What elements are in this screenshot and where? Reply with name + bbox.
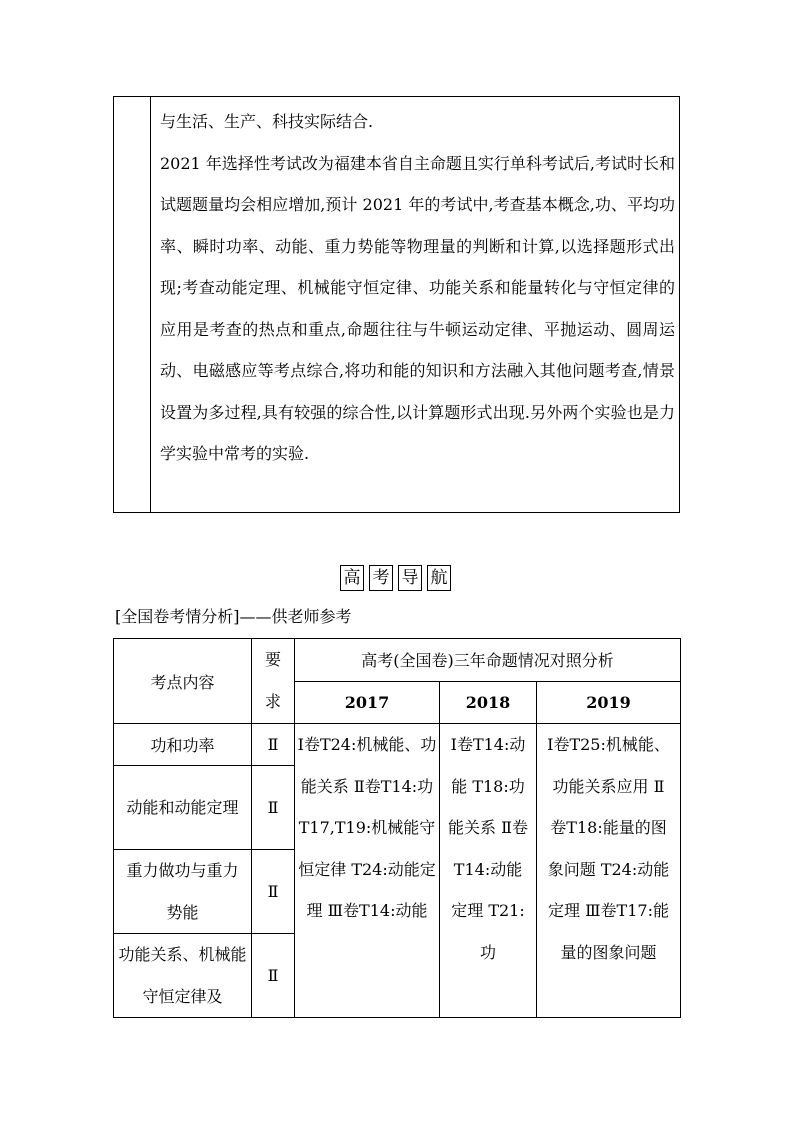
cell-2017-text: Ⅰ卷T24:机械能、功能关系 Ⅱ卷T14:功 T17,T19:机械能守恒定律 T24:动能定理 Ⅲ卷T14:动能 (297, 735, 437, 920)
cell-2018 (440, 724, 537, 1018)
heading-char-1: 高 (340, 565, 364, 591)
topic-cell: 功和功率 (114, 724, 252, 766)
req-cell: Ⅱ (252, 850, 295, 934)
cell-2017 (295, 724, 440, 1018)
header-analysis: 高考(全国卷)三年命题情况对照分析 (295, 639, 681, 682)
req-cell: Ⅱ (252, 766, 295, 850)
cell-2019 (537, 724, 681, 1018)
heading-char-4: 航 (427, 565, 451, 591)
cell-2018-text: Ⅰ卷T14:动能 T18:功能关系 Ⅱ卷T14:动能定理 T21:功 (448, 735, 528, 962)
cell-2019-text: Ⅰ卷T25:机械能、功能关系应用 Ⅱ卷T18:能量的图象问题 T24:动能定理 Ⅲ卷T17:能量的图象问题 (547, 735, 670, 962)
heading-char-2: 考 (369, 565, 393, 591)
year-2019: 2019 (537, 681, 681, 724)
heading-char-3: 导 (398, 565, 422, 591)
intro-text (160, 101, 675, 475)
req-cell: Ⅱ (252, 724, 295, 766)
year-2017: 2017 (295, 681, 440, 724)
year-2018: 2018 (440, 681, 537, 724)
box-divider (150, 97, 151, 512)
header-topic: 考点内容 (114, 639, 252, 724)
topic-cell: 动能和动能定理 (114, 766, 252, 850)
subtitle: [全国卷考情分析]——供老师参考 (115, 607, 352, 626)
intro-paragraph: 2021 年选择性考试改为福建本省自主命题且实行单科考试后,考试时长和试题题量均会相应增加,预计 2021 年的考试中,考查基本概念,功、平均功率、瞬时功率、动能、重力势能等物理量的判断和计算,以选择题形式出现;考查动能定理、机械能守恒定律、功能关系和能量转化与守恒定律的应用是考查的热点和重点,命题往往与牛顿运动定律、平抛运动、圆周运动、电磁感应等考点综合,将功和能的知识和方法融入其他问题考查,情景设置为多过程,具有较强的综合性,以计算题形式出现.另外两个实验也是力学实验中常考的实验. (160, 153, 675, 463)
intro-box (113, 96, 680, 513)
topic-cell: 重力做功与重力势能 (114, 850, 252, 934)
intro-line-1: 与生活、生产、科技实际结合. (160, 112, 374, 131)
header-requirement-text: 要求 (264, 650, 281, 711)
section-heading (340, 565, 451, 591)
topic-cell: 功能关系、机械能守恒定律及 (114, 934, 252, 1018)
header-requirement (252, 639, 295, 724)
analysis-table (113, 638, 681, 1018)
req-cell: Ⅱ (252, 934, 295, 1018)
